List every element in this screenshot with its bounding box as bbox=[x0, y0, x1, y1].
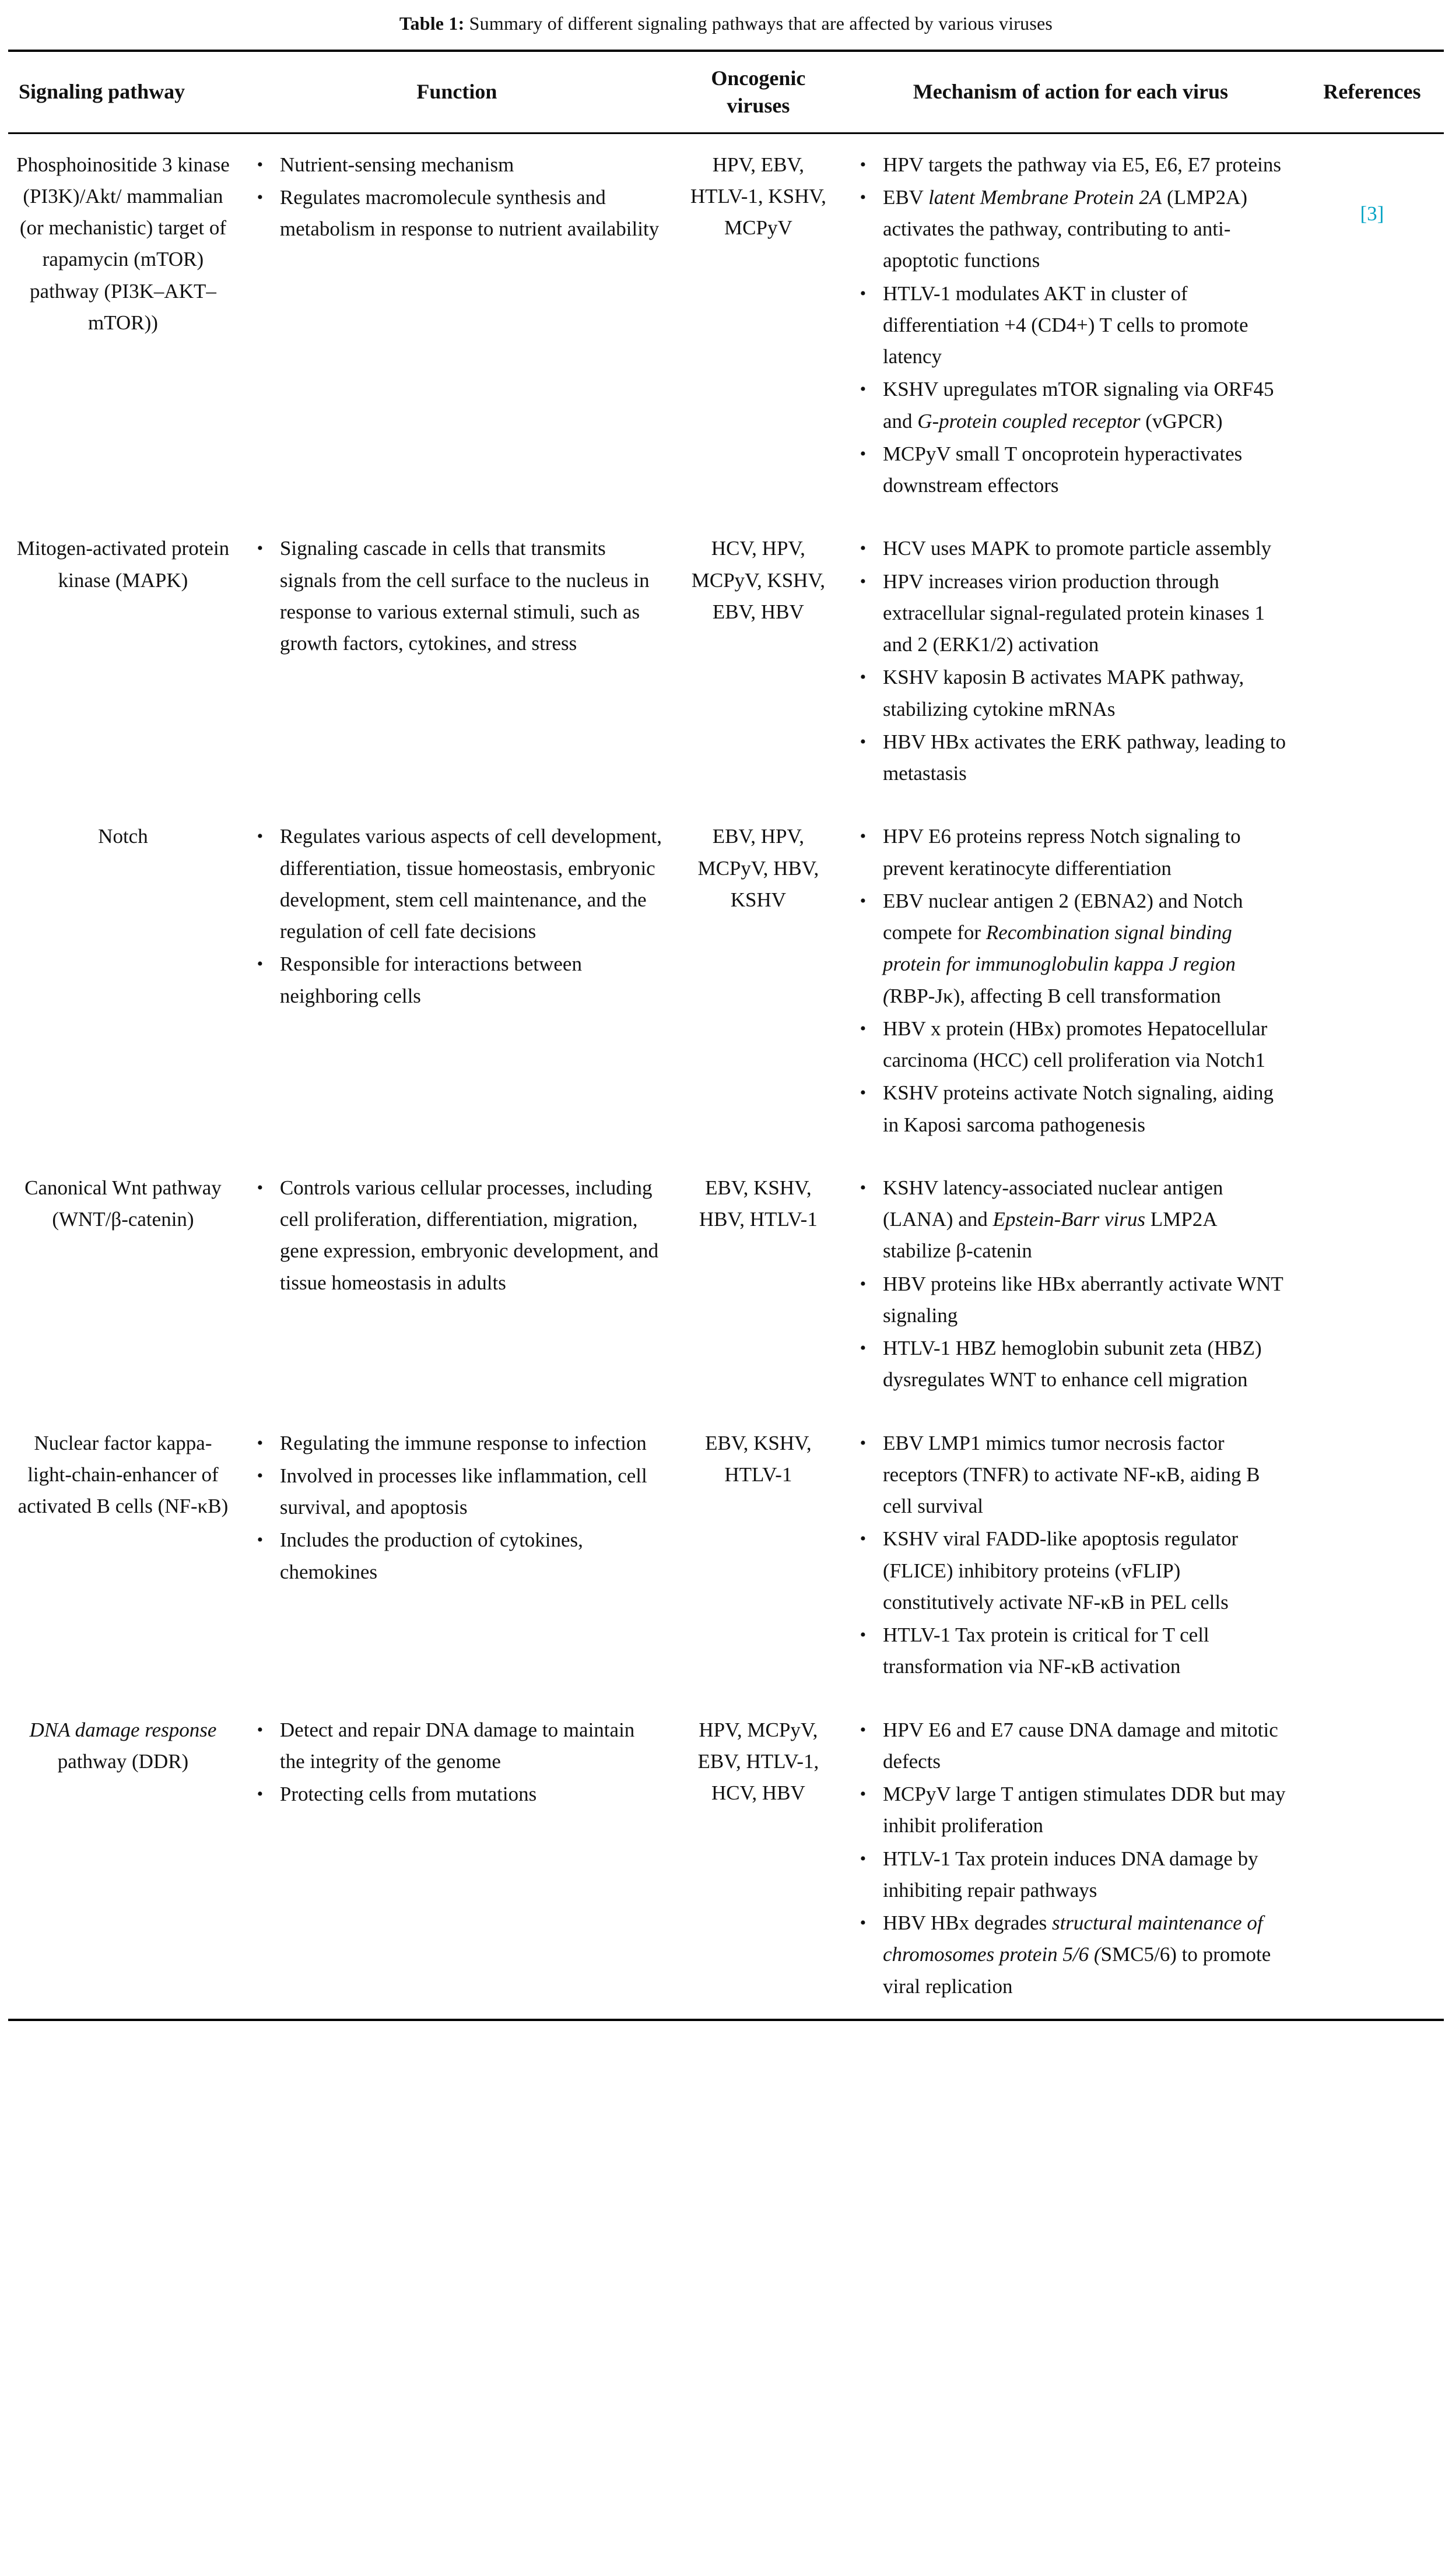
bullet-text: Regulating the immune response to infection bbox=[279, 1431, 647, 1454]
pathway-cell bbox=[8, 806, 238, 1157]
bullet-icon: • bbox=[860, 1720, 867, 1739]
mechanism-cell bbox=[841, 133, 1300, 518]
bullet-item bbox=[843, 726, 1298, 790]
table-caption-label: Table 1: bbox=[399, 13, 465, 34]
bullet-item bbox=[843, 1779, 1298, 1842]
bullet-text: Regulates various aspects of cell development, differentiation, tissue homeostasis, embryonic development, stem cell maintenance, and the regulation of cell fate decisions bbox=[279, 825, 662, 943]
bullet-item bbox=[240, 948, 674, 1012]
reference-cell bbox=[1300, 133, 1444, 518]
viruses-text: EBV, KSHV, HBV, HTLV-1 bbox=[699, 1176, 818, 1231]
bullet-icon: • bbox=[257, 539, 264, 558]
header-row bbox=[8, 51, 1444, 133]
bullet-text: KSHV proteins activate Notch signaling, aiding in Kaposi sarcoma pathogenesis bbox=[882, 1081, 1274, 1136]
header-signaling-pathway: Signaling pathway bbox=[8, 51, 238, 133]
bullet-icon: • bbox=[860, 1529, 867, 1549]
table-row bbox=[8, 518, 1444, 806]
mechanism-cell bbox=[841, 518, 1300, 806]
viruses-text: HPV, MCPyV, EBV, HTLV-1, HCV, HBV bbox=[697, 1718, 819, 1805]
bullet-icon: • bbox=[257, 827, 264, 846]
table-row bbox=[8, 806, 1444, 1157]
bullet-item bbox=[240, 533, 674, 659]
bullet-text: HBV proteins like HBx aberrantly activate WNT signaling bbox=[882, 1272, 1283, 1327]
bullet-text: EBV latent Membrane Protein 2A (LMP2A) activates the pathway, contributing to anti-apoptotic functions bbox=[882, 185, 1248, 272]
header-oncogenic-viruses: Oncogenic viruses bbox=[676, 51, 841, 133]
bullet-text: HBV HBx activates the ERK pathway, leading to metastasis bbox=[882, 730, 1286, 785]
bullet-text: Involved in processes like inflammation, cell survival, and apoptosis bbox=[279, 1464, 647, 1519]
bullet-icon: • bbox=[257, 154, 264, 174]
bullet-icon: • bbox=[257, 1433, 264, 1453]
bullet-icon: • bbox=[860, 379, 867, 399]
bullet-item bbox=[843, 1333, 1298, 1396]
mechanism-list bbox=[843, 1172, 1298, 1396]
bullet-item bbox=[240, 1714, 674, 1778]
pathway-name: DNA damage response pathway (DDR) bbox=[29, 1718, 217, 1773]
bullet-text: HTLV-1 modulates AKT in cluster of differentiation +4 (CD4+) T cells to promote latency bbox=[882, 282, 1248, 368]
header-references: References bbox=[1300, 51, 1444, 133]
bullet-icon: • bbox=[257, 954, 264, 974]
bullet-item bbox=[843, 1523, 1298, 1618]
bullet-text: HTLV-1 HBZ hemoglobin subunit zeta (HBZ) dysregulates WNT to enhance cell migration bbox=[882, 1337, 1262, 1391]
reference-cell bbox=[1300, 806, 1444, 1157]
bullet-text: HPV E6 and E7 cause DNA damage and mitotic defects bbox=[882, 1718, 1278, 1773]
bullet-item bbox=[843, 1268, 1298, 1332]
reference-cell bbox=[1300, 1412, 1444, 1699]
mechanism-cell bbox=[841, 1412, 1300, 1699]
header-function: Function bbox=[238, 51, 676, 133]
bullet-text: MCPyV small T oncoprotein hyperactivates downstream effectors bbox=[882, 442, 1243, 497]
table-row bbox=[8, 133, 1444, 518]
bullet-item bbox=[240, 182, 674, 245]
viruses-text: EBV, HPV, MCPyV, HBV, KSHV bbox=[697, 825, 819, 911]
bullet-item bbox=[843, 1619, 1298, 1683]
bullet-icon: • bbox=[860, 1625, 867, 1645]
bullet-item bbox=[843, 1907, 1298, 2002]
bullet-icon: • bbox=[860, 891, 867, 911]
pathway-cell bbox=[8, 1412, 238, 1699]
bullet-icon: • bbox=[860, 1018, 867, 1038]
bullet-text: HBV HBx degrades structural maintenance of chromosomes protein 5/6 (SMC5/6) to promote viral replication bbox=[882, 1911, 1271, 1998]
header-mechanism: Mechanism of action for each virus bbox=[841, 51, 1300, 133]
signaling-pathways-table bbox=[8, 50, 1444, 2021]
viruses-cell bbox=[676, 806, 841, 1157]
bullet-icon: • bbox=[860, 154, 867, 174]
bullet-item bbox=[240, 1460, 674, 1524]
pathway-name: Notch bbox=[98, 825, 148, 848]
function-cell bbox=[238, 518, 676, 806]
bullet-icon: • bbox=[860, 667, 867, 687]
viruses-cell bbox=[676, 1157, 841, 1412]
table-header bbox=[8, 51, 1444, 133]
function-list bbox=[240, 821, 674, 1012]
bullet-item bbox=[843, 1714, 1298, 1778]
viruses-text: HPV, EBV, HTLV-1, KSHV, MCPyV bbox=[690, 153, 826, 240]
bullet-icon: • bbox=[860, 187, 867, 207]
mechanism-list bbox=[843, 1428, 1298, 1683]
bullet-icon: • bbox=[860, 571, 867, 591]
table-caption-text: Summary of different signaling pathways that are affected by various viruses bbox=[464, 13, 1053, 34]
bullet-text: HPV targets the pathway via E5, E6, E7 proteins bbox=[882, 153, 1281, 176]
reference-link[interactable]: [3] bbox=[1360, 202, 1384, 225]
pathway-name: Phosphoinositide 3 kinase (PI3K)/Akt/ mammalian (or mechanistic) target of rapamycin (mTOR) pathway (PI3K–AKT–mTOR)) bbox=[16, 153, 230, 334]
pathway-cell bbox=[8, 1157, 238, 1412]
bullet-text: HTLV-1 Tax protein induces DNA damage by inhibiting repair pathways bbox=[882, 1847, 1258, 1902]
bullet-icon: • bbox=[860, 1178, 867, 1197]
pathway-cell bbox=[8, 1699, 238, 2020]
bullet-item bbox=[843, 1172, 1298, 1267]
bullet-icon: • bbox=[860, 1274, 867, 1294]
bullet-text: KSHV viral FADD-like apoptosis regulator (FLICE) inhibitory proteins (vFLIP) constitutively activate NF-κB in PEL cells bbox=[882, 1527, 1239, 1614]
function-cell bbox=[238, 1699, 676, 2020]
bullet-icon: • bbox=[860, 444, 867, 463]
bullet-icon: • bbox=[257, 1530, 264, 1550]
viruses-cell bbox=[676, 133, 841, 518]
bullet-text: Controls various cellular processes, including cell proliferation, differentiation, migration, gene expression, embryonic development, and tissue homeostasis in adults bbox=[279, 1176, 659, 1294]
mechanism-cell bbox=[841, 1157, 1300, 1412]
reference-cell bbox=[1300, 1699, 1444, 2020]
bullet-text: KSHV upregulates mTOR signaling via ORF45 and G-protein coupled receptor (vGPCR) bbox=[882, 378, 1274, 433]
function-list bbox=[240, 1172, 674, 1299]
mechanism-cell bbox=[841, 1699, 1300, 2020]
bullet-item bbox=[843, 662, 1298, 725]
bullet-item bbox=[843, 533, 1298, 564]
mechanism-list bbox=[843, 149, 1298, 502]
table-caption bbox=[8, 13, 1444, 34]
bullet-icon: • bbox=[860, 539, 867, 558]
viruses-text: EBV, KSHV, HTLV-1 bbox=[705, 1431, 812, 1486]
bullet-item bbox=[240, 149, 674, 181]
bullet-text: HPV increases virion production through extracellular signal-regulated protein kinases 1 and 2 (ERK1/2) activation bbox=[882, 570, 1265, 656]
bullet-item bbox=[843, 1428, 1298, 1523]
bullet-item bbox=[843, 1013, 1298, 1077]
viruses-cell bbox=[676, 518, 841, 806]
table-row bbox=[8, 1412, 1444, 1699]
bullet-text: EBV LMP1 mimics tumor necrosis factor receptors (TNFR) to activate NF-κB, aiding B cell survival bbox=[882, 1431, 1260, 1518]
bullet-text: MCPyV large T antigen stimulates DDR but may inhibit proliferation bbox=[882, 1783, 1286, 1837]
bullet-item bbox=[843, 374, 1298, 437]
bullet-text: Protecting cells from mutations bbox=[279, 1783, 537, 1806]
bullet-item bbox=[843, 182, 1298, 277]
bullet-text: EBV nuclear antigen 2 (EBNA2) and Notch compete for Recombination signal binding protein for immunoglobulin kappa J region (RBP-Jκ), affecting B cell transformation bbox=[882, 889, 1243, 1007]
mechanism-list bbox=[843, 1714, 1298, 2002]
bullet-item bbox=[240, 821, 674, 947]
bullet-icon: • bbox=[860, 1784, 867, 1804]
reference-cell bbox=[1300, 1157, 1444, 1412]
viruses-cell bbox=[676, 1412, 841, 1699]
mechanism-list bbox=[843, 533, 1298, 789]
table-row bbox=[8, 1157, 1444, 1412]
bullet-text: Nutrient-sensing mechanism bbox=[279, 153, 514, 176]
pathway-name: Mitogen-activated protein kinase (MAPK) bbox=[16, 537, 230, 592]
bullet-icon: • bbox=[257, 1178, 264, 1197]
bullet-item bbox=[240, 1524, 674, 1588]
bullet-item bbox=[240, 1779, 674, 1810]
bullet-item bbox=[240, 1428, 674, 1459]
table-body bbox=[8, 133, 1444, 2020]
viruses-text: HCV, HPV, MCPyV, KSHV, EBV, HBV bbox=[691, 537, 825, 623]
pathway-cell bbox=[8, 518, 238, 806]
bullet-item bbox=[843, 566, 1298, 661]
bullet-item bbox=[240, 1172, 674, 1299]
function-list bbox=[240, 149, 674, 245]
pathway-name: Canonical Wnt pathway (WNT/β-catenin) bbox=[24, 1176, 222, 1231]
viruses-cell bbox=[676, 1699, 841, 2020]
bullet-icon: • bbox=[860, 1433, 867, 1453]
mechanism-list bbox=[843, 821, 1298, 1141]
bullet-text: Regulates macromolecule synthesis and metabolism in response to nutrient availability bbox=[279, 185, 660, 241]
bullet-text: HTLV-1 Tax protein is critical for T cell transformation via NF-κB activation bbox=[882, 1623, 1209, 1678]
mechanism-cell bbox=[841, 806, 1300, 1157]
pathway-name: Nuclear factor kappa-light-chain-enhancer of activated B cells (NF-κB) bbox=[17, 1431, 229, 1518]
bullet-icon: • bbox=[860, 283, 867, 303]
bullet-item bbox=[843, 821, 1298, 884]
function-list bbox=[240, 533, 674, 659]
bullet-item bbox=[843, 149, 1298, 181]
function-cell bbox=[238, 1412, 676, 1699]
bullet-item bbox=[843, 1843, 1298, 1907]
function-list bbox=[240, 1714, 674, 1811]
bullet-text: KSHV kaposin B activates MAPK pathway, stabilizing cytokine mRNAs bbox=[882, 666, 1244, 721]
bullet-text: KSHV latency-associated nuclear antigen (LANA) and Epstein-Barr virus LMP2A stabilize β-catenin bbox=[882, 1176, 1223, 1263]
bullet-icon: • bbox=[257, 1784, 264, 1804]
bullet-item bbox=[843, 438, 1298, 502]
bullet-text: HCV uses MAPK to promote particle assembly bbox=[882, 537, 1272, 560]
bullet-text: Responsible for interactions between neighboring cells bbox=[279, 953, 582, 1007]
bullet-text: Includes the production of cytokines, chemokines bbox=[279, 1528, 583, 1583]
bullet-icon: • bbox=[257, 1720, 264, 1739]
bullet-icon: • bbox=[257, 1466, 264, 1485]
bullet-icon: • bbox=[860, 1848, 867, 1868]
bullet-icon: • bbox=[860, 827, 867, 846]
bullet-item bbox=[843, 885, 1298, 1012]
reference-cell bbox=[1300, 518, 1444, 806]
function-cell bbox=[238, 1157, 676, 1412]
bullet-icon: • bbox=[860, 1083, 867, 1103]
bullet-icon: • bbox=[860, 1913, 867, 1933]
bullet-icon: • bbox=[860, 732, 867, 751]
function-cell bbox=[238, 133, 676, 518]
bullet-text: HBV x protein (HBx) promotes Hepatocellular carcinoma (HCC) cell proliferation via Notch1 bbox=[882, 1017, 1268, 1072]
bullet-icon: • bbox=[860, 1338, 867, 1358]
function-cell bbox=[238, 806, 676, 1157]
bullet-icon: • bbox=[257, 187, 264, 207]
bullet-text: Signaling cascade in cells that transmits signals from the cell surface to the nucleus in response to various external stimuli, such as growth factors, cytokines, and stress bbox=[279, 537, 650, 655]
bullet-text: Detect and repair DNA damage to maintain the integrity of the genome bbox=[279, 1718, 635, 1773]
bullet-item bbox=[843, 1077, 1298, 1141]
table-row bbox=[8, 1699, 1444, 2020]
function-list bbox=[240, 1428, 674, 1588]
bullet-item bbox=[843, 278, 1298, 373]
pathway-cell bbox=[8, 133, 238, 518]
bullet-text: HPV E6 proteins repress Notch signaling to prevent keratinocyte differentiation bbox=[882, 825, 1241, 880]
